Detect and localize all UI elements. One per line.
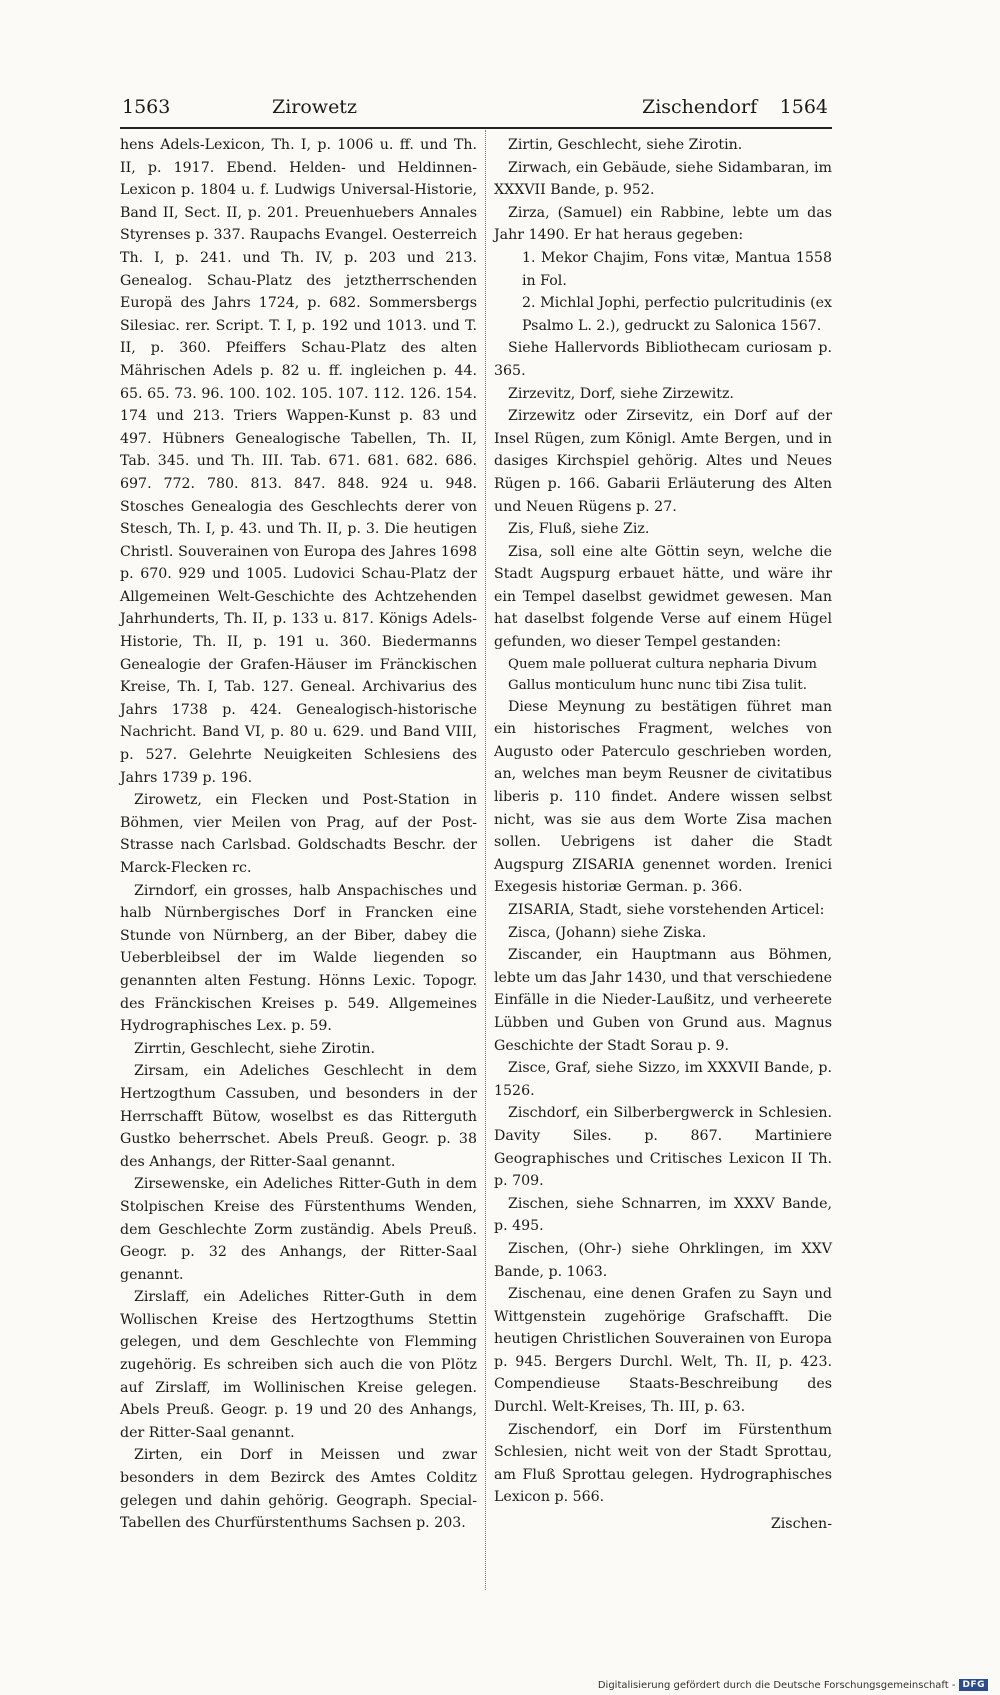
catchword: Zischen-: [770, 1516, 832, 1533]
list-item: 2. Michlal Jophi, perfectio pulcritudinis (ex Psalmo L. 2.), gedruckt zu Salonica 1567.: [522, 295, 832, 334]
entry-paragraph: Zisa, soll eine alte Göttin seyn, welche die Stadt Augspurg erbauet hätte, und wäre ihr ein Tempel daselbst gewidmet gewesen. Man hat daselbst folgende Verse auf einem Hügel gefunden, wo dieser Tempel gestanden:: [494, 543, 832, 651]
entry-paragraph: Zis, Fluß, siehe Ziz.: [508, 521, 650, 538]
entry-paragraph: Zirzevitz, Dorf, siehe Zirzewitz.: [508, 385, 734, 402]
entry-paragraph: Zischenau, eine denen Grafen zu Sayn und Wittgenstein zugehörige Grafschafft. Die heutigen Christlichen Souverainen von Europa p. 945. Bergers Durchl. Welt, Th. II, p. 423. Compendieuse Staats-Beschreibung des Durchl. Welt-Kreises, Th. III, p. 63.: [494, 1286, 832, 1416]
entry-paragraph: Zischen, siehe Schnarren, im XXXV Bande, p. 495.: [494, 1195, 832, 1235]
right-column: [494, 134, 832, 1536]
entry-paragraph: Zisca, (Johann) siehe Ziska.: [508, 924, 707, 941]
dfg-logo-icon: DFG: [959, 1679, 988, 1691]
entry-paragraph: Zirtin, Geschlecht, siehe Zirotin.: [508, 137, 743, 153]
entry-paragraph: Zischendorf, ein Dorf im Fürstenthum Schlesien, nicht weit von der Stadt Sprottau, am Fluß Sprottau gelegen. Hydrographisches Lexicon p. 566.: [494, 1421, 832, 1506]
verse-line: Quem male polluerat cultura nepharia Divum: [508, 656, 818, 672]
entry-paragraph: Zirza, (Samuel) ein Rabbine, lebte um das Jahr 1490. Er hat heraus gegeben:: [494, 204, 832, 244]
entry-paragraph: Zirzewitz oder Zirsevitz, ein Dorf auf der Insel Rügen, zum Königl. Amte Bergen, und in dasiges Kirchspiel gehörig. Altes und Neues Rügen p. 166. Gabarii Erläuterung des Alten und Neuen Rügens p. 27.: [494, 408, 832, 515]
entry-paragraph: Zirslaff, ein Adeliches Ritter-Guth in dem Wollischen Kreise des Hertzogthums Stettin gelegen, und dem Geschlechte von Flemming zugehörig. Es schreiben sich auch die von Plötz auf Zirslaff, im Wollinischen Kreise gelegen. Abels Preuß. Geogr. p. 19 und 20 des Anhangs, der Ritter-Saal genannt.: [120, 1289, 477, 1441]
left-headword: Zirowetz: [272, 96, 357, 118]
entry-paragraph: hens Adels-Lexicon, Th. I, p. 1006 u. ff. und Th. II, p. 1917. Ebend. Helden- und Heldinnen-Lexicon p. 1804 u. f. Ludwigs Universal-Historie, Band II, Sect. II, p. 201. Preuenhuebers Annales Styrenses p. 337. Raupachs Evangel. Oesterreich Th. I, p. 241. und Th. IV, p. 203 und 213. Genealog. Schau-Platz des jetztherrschenden Europä des Jahrs 1724, p. 682. Sommersbergs Silesiac. rer. Script. T. I, p. 192 und 1013. und T. II, p. 360. Pfeiffers Schau-Platz des alten Mährischen Adels p. 82 u. ff. ingleichen p. 44. 65. 65. 73. 96. 100. 102. 105. 107. 112. 126. 154. 174 und 213. Triers Wappen-Kunst p. 83 und 497. Hübners Genealogische Tabellen, Th. II, Tab. 345. und Th. III. Tab. 671. 681. 682. 686. 697. 772. 780. 813. 847. 848. 924 u. 948. Stosches Genealogia des Geschlechts derer von Stesch, Th. I, p. 43. und Th. II, p. 3. Die heutigen Christl. Souverainen von Europa des Jahres 1698 p. 670. 929 und 1005. Ludovici Schau-Platz der Allgemeinen Welt-Geschichte des Achtzehenden Jahrhunderts, Th. II, p. 133 u. 817. Königs Adels-Historie, Th. II, p. 191 u. 360. Biedermanns Genealogie der Grafen-Häuser im Fränckischen Kreise, Th. I, Tab. 127. Geneal. Archivarius des Jahrs 1738 p. 424. Genealogisch-historische Nachricht. Band VI, p. 80 u. 629. und Band VIII, p. 527. Gelehrte Neuigkeiten Schlesiens des Jahrs 1739 p. 196.: [120, 137, 477, 786]
entry-paragraph: Diese Meynung zu bestätigen führet man ein historisches Fragment, welches von Augusto oder Paterculo geschrieben worden, an, welches man beym Reusner de civitatibus liberis p. 110 findet. Andere wissen selbst nicht, was sie aus dem Worte Zisa machen sollen. Uebrigens ist daher die Stadt Augspurg ZISARIA genennet worden. Irenici Exegesis historiæ German. p. 366.: [494, 698, 832, 896]
entry-paragraph: Zirndorf, ein grosses, halb Anspachisches und halb Nürnbergisches Dorf in Francken eine Stunde von Nürnberg, an der Biber, dabey die Ueberbleibsel der im Walde liegenden so genannten alten Festung. Hönns Lexic. Topogr. des Fränckischen Kreises p. 549. Allgemeines Hydrographisches Lex. p. 59.: [120, 882, 477, 1035]
verse-line: Gallus monticulum hunc nunc tibi Zisa tulit.: [508, 677, 807, 693]
list-item: 1. Mekor Chajim, Fons vitæ, Mantua 1558 in Fol.: [522, 249, 832, 289]
entry-paragraph: Zischdorf, ein Silberbergwerck in Schlesien. Davity Siles. p. 867. Martiniere Geographisches und Critisches Lexicon II Th. p. 709.: [494, 1105, 832, 1190]
entry-paragraph: Zirowetz, ein Flecken und Post-Station in Böhmen, vier Meilen von Prag, auf der Post-Strasse nach Carlsbad. Goldschadts Beschr. der Marck-Flecken rc.: [120, 792, 477, 876]
column-divider: [485, 130, 487, 1590]
entry-paragraph: Siehe Hallervords Bibliothecam curiosam p. 365.: [494, 340, 832, 379]
entry-paragraph: Zirrtin, Geschlecht, siehe Zirotin.: [134, 1040, 376, 1057]
right-headword: Zischendorf: [642, 96, 758, 118]
entry-paragraph: Zirsewenske, ein Adeliches Ritter-Guth in dem Stolpischen Kreise des Fürstenthums Wenden, dem Geschlechte Zorm zuständig. Abels Preuß. Geogr. p. 32 des Anhangs, der Ritter-Saal genannt.: [120, 1176, 477, 1283]
header-rule: [120, 127, 832, 129]
page-header: [122, 92, 828, 126]
right-page-number: 1564: [779, 96, 828, 118]
entry-paragraph: Zisce, Graf, siehe Sizzo, im XXXVII Bande, p. 1526.: [494, 1060, 832, 1099]
digitization-credit: [598, 1679, 988, 1691]
left-page-number: 1563: [122, 96, 171, 118]
entry-paragraph: ZISARIA, Stadt, siehe vorstehenden Articel:: [508, 902, 825, 918]
entry-paragraph: Zischen, (Ohr-) siehe Ohrklingen, im XXV Bande, p. 1063.: [494, 1240, 832, 1280]
credit-text: Digitalisierung gefördert durch die Deutsche Forschungsgemeinschaft -: [597, 1679, 956, 1691]
entry-paragraph: Zirsam, ein Adeliches Geschlecht in dem Hertzogthum Cassuben, und besonders in der Herrschafft Bütow, woselbst es das Ritterguth Gustko beherrschet. Abels Preuß. Geogr. p. 38 des Anhangs, der Ritter-Saal genannt.: [120, 1063, 477, 1170]
left-column: [120, 134, 477, 1535]
entry-paragraph: Ziscander, ein Hauptmann aus Böhmen, lebte um das Jahr 1430, und that verschiedene Einfälle in die Nieder-Laußitz, und verheerete Lübben und Guben von Grund aus. Magnus Geschichte der Stadt Sorau p. 9.: [494, 947, 832, 1054]
entry-paragraph: Zirten, ein Dorf in Meissen und zwar besonders in dem Bezirck des Amtes Colditz gelegen und dahin gehörig. Geograph. Special-Tabellen des Churfürstenthums Sachsen p. 203.: [120, 1447, 477, 1532]
entry-paragraph: Zirwach, ein Gebäude, siehe Sidambaran, im XXXVII Bande, p. 952.: [494, 159, 832, 199]
